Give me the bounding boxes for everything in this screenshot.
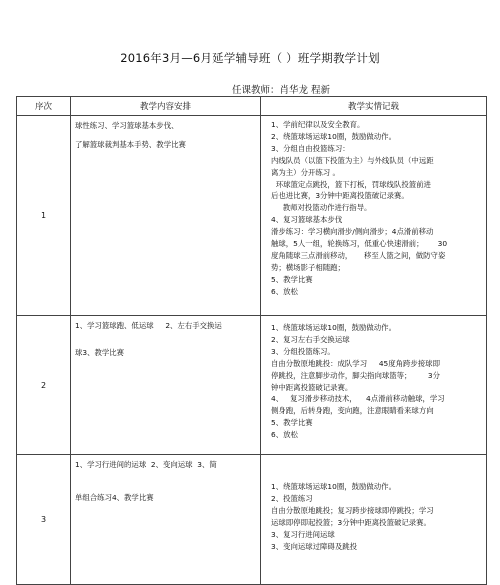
detail-line: 4、复习篮球基本步伐 [271,215,343,225]
detail-line: 5、教学比赛 [271,418,313,428]
detail-line: 教师对投篮动作进行指导。 [271,203,372,213]
detail-line: 运球即停即起投篮；3分钟中距离投篮破记录赛。 [271,517,431,527]
table-row [17,316,487,455]
row-number: 2 [17,316,71,455]
header-content: 教学内容安排 [71,97,261,116]
detail-line: 1、绕篮球场运球10圈，鼓励做动作。 [271,323,396,332]
detail-line: 内线队员（以篮下投篮为主）与外线队员（中远距 [271,155,434,165]
content-line: 1、学习篮球跑、低运球 2、左右手交换运 [75,321,222,330]
row-detail-cell [261,316,487,455]
detail-line: 1、绕篮球场运球10圈，鼓励做动作。 [271,482,396,491]
row-content-cell [71,316,261,455]
row-content-cell [71,116,261,316]
detail-line: 3、变向运球过障碍及跳投 [271,541,358,551]
detail-line: 2、绕篮球场运球10圈，鼓励做动作。 [271,131,396,141]
detail-line: 后也进比赛，3分钟中距离投篮破记录赛。 [271,191,409,201]
detail-line: 环球篮定点跳投，篮下打板，罚球线队投篮前进 [271,179,431,189]
detail-line: 5、教学比赛 [271,274,313,284]
row-content-cell [71,455,261,585]
detail-line: 自由分散原地跳投；复习跨步接球即停跳投；学习 [271,505,434,515]
row-number: 1 [17,116,71,316]
detail-line: 1、学前纪律以及安全教育。 [271,120,365,129]
table-row [17,116,487,316]
detail-line: 触球，5人一组，轮换练习，低重心快速滑前； 30 [271,239,448,249]
detail-line: 势；横场影子相随跑； [271,262,345,272]
header-index: 序次 [17,97,71,116]
header-detail: 教学实情记载 [261,97,487,116]
detail-line: 2、复习左右手交换运球 [271,334,350,344]
detail-line: 6、放松 [271,286,298,296]
detail-line: 4、 复习滑步移动技术， 4点滑前移动触球，学习 [271,394,445,404]
detail-line: 自由分散原地跳投：成队学习 45度角跨步接球即 [271,358,440,368]
detail-line: 离为主）分开练习 。 [271,167,340,177]
row-number: 3 [17,455,71,585]
content-line: 了解篮球裁判基本手势、教学比赛 [75,139,186,149]
detail-line: 6、放松 [271,430,298,440]
plan-table [16,96,487,585]
detail-line: 2、投篮练习 [271,493,313,503]
table-header-row [17,97,487,116]
detail-line: 钟中距离投篮破记录赛。 [271,382,353,392]
table-row [17,455,487,585]
row-detail-cell [261,455,487,585]
content-line: 单组合练习4、教学比赛 [75,492,154,502]
detail-line: 3、分组自由投篮练习： [271,143,350,153]
detail-line: 度角随球三点滑前移动， 移至人篮之间，做防守姿 [271,250,446,260]
detail-line: 滑步练习：学习横向滑步/侧向滑步；4点滑前移动 [271,227,434,237]
detail-line: 停跳投，注意脚步动作，脚尖指向球篮等； 3分 [271,370,440,380]
content-line: 球3、教学比赛 [75,347,125,357]
row-detail-cell [261,116,487,316]
detail-line: 3、复习行进间运球 [271,529,335,539]
document-title: 2016年3月—6月延学辅导班（ ）班学期教学计划 [120,51,380,65]
content-line: 球性练习、学习篮球基本步伐、 [75,121,179,130]
detail-line: 3、分组投篮练习。 [271,346,335,356]
detail-line: 侧身跑，后转身跑，变向跑，注意眼睛看来球方向 [271,406,434,416]
teacher-line: 任课教师：肖华龙 程新 [232,85,331,96]
content-line: 1、学习行进间的运球 2、变向运球 3、简 [75,460,217,469]
